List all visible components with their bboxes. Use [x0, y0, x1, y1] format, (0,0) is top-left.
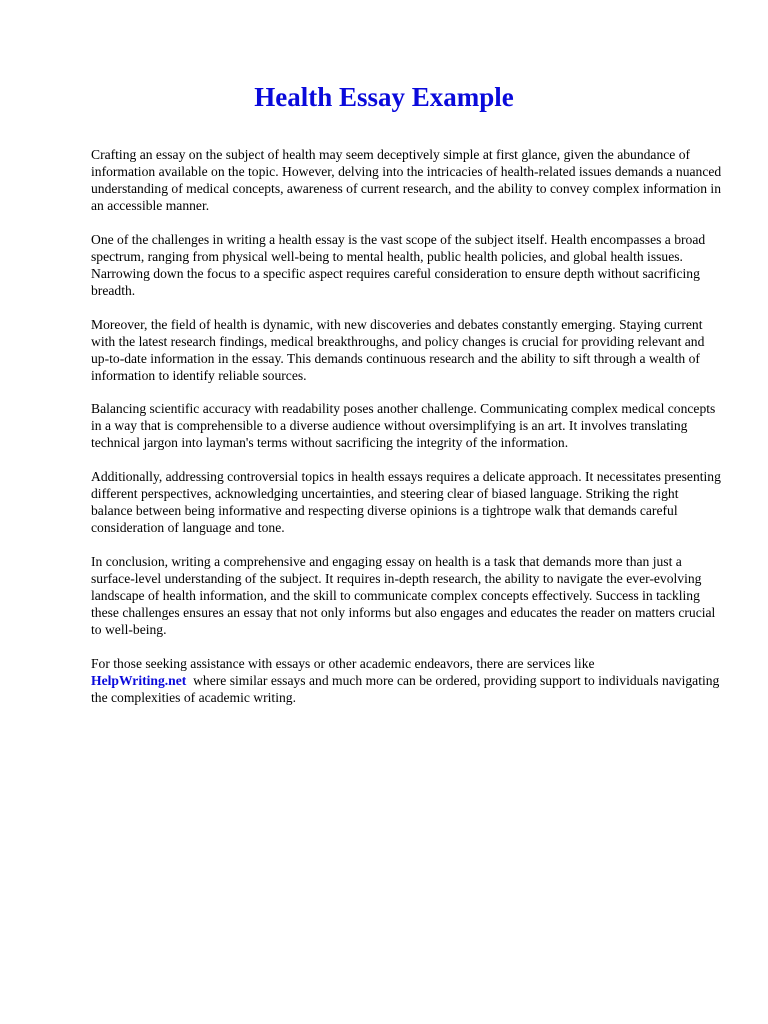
essay-body: [91, 146, 723, 723]
paragraph-1: Crafting an essay on the subject of health may seem deceptively simple at first glance, given the abundance of information available on the topic. However, delving into the intricacies of health-related issues demands a nuanced understanding of medical concepts, awareness of current research, and the ability to convey complex information in an accessible manner.: [91, 147, 722, 213]
page-title: Health Essay Example: [254, 82, 514, 112]
paragraph-2: One of the challenges in writing a health essay is the vast scope of the subject itself. Health encompasses a broad spectrum, ranging from physical well-being to mental health, public health policies, and global health issues. Narrowing down the focus to a specific aspect requires careful consideration to ensure depth without sacrificing breadth.: [91, 231, 706, 298]
paragraph-3: Moreover, the field of health is dynamic, with new discoveries and debates constantly emerging. Staying current with the latest research findings, medical breakthroughs, and policy changes is crucial for providing relevant and up-to-date information in the essay. This demands continuous research and the ability to sift through a wealth of information to identify reliable sources.: [91, 316, 705, 383]
paragraph-4: Balancing scientific accuracy with readability poses another challenge. Communicating complex medical concepts in a way that is comprehensible to a diverse audience without oversimplifying is an art. It involves translating technical jargon into layman's terms without sacrificing the integrity of the information.: [91, 401, 716, 451]
helpwriting-link[interactable]: HelpWriting.net: [91, 672, 187, 688]
closing-text-before-link: For those seeking assistance with essays or other academic endeavors, there are services like: [91, 655, 595, 671]
paragraph-6: In conclusion, writing a comprehensive and engaging essay on health is a task that demands more than just a surface-level understanding of the subject. It requires in-depth research, the ability to navigate the ever-evolving landscape of health information, and the skill to communicate complex concepts effectively. Success in tackling these challenges ensures an essay that not only informs but also engages and educates the reader on matters crucial to well-being.: [91, 553, 716, 637]
closing-text-after-link: where similar essays and much more can be ordered, providing support to individuals navigating the complexities of academic writing.: [91, 672, 720, 705]
closing-paragraph: [91, 655, 723, 706]
paragraph-5: Additionally, addressing controversial topics in health essays requires a delicate approach. It necessitates presenting different perspectives, acknowledging uncertainties, and steering clear of biased language. Striking the right balance between being informative and respecting diverse opinions is a tightrope walk that demands careful consideration of language and tone.: [91, 469, 721, 536]
